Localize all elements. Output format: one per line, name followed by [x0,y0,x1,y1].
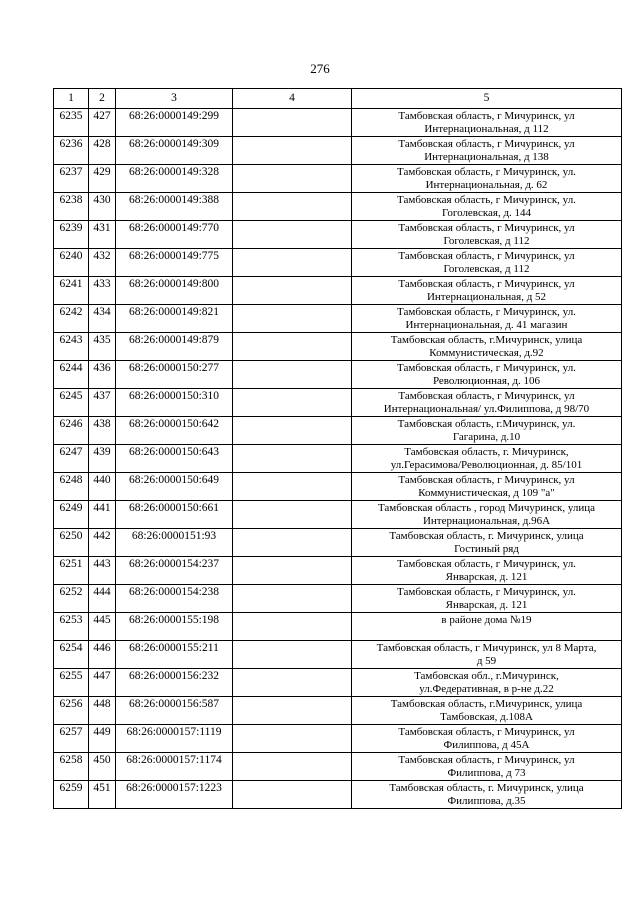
row-number: 6253 [54,613,89,641]
address: Тамбовская область, г.Мичуринск, ул. Гагарина, д.10 [352,417,622,445]
row-number: 6241 [54,277,89,305]
row-index: 436 [89,361,116,389]
row-number: 6247 [54,445,89,473]
row-index: 442 [89,529,116,557]
table-row [54,221,622,249]
row-index: 450 [89,753,116,781]
table-row [54,361,622,389]
cadastral-number: 68:26:0000154:238 [116,585,233,613]
address: Тамбовская область, г Мичуринск, ул Гоголевская, д 112 [352,249,622,277]
table-row [54,669,622,697]
column-4-cell [233,277,352,305]
row-number: 6244 [54,361,89,389]
cadastral-number: 68:26:0000154:237 [116,557,233,585]
registry-table [53,88,622,809]
column-4-cell [233,361,352,389]
row-number: 6250 [54,529,89,557]
column-4-cell [233,753,352,781]
column-4-cell [233,417,352,445]
column-header-4: 4 [233,89,352,109]
address: Тамбовская область, г Мичуринск, ул Филиппова, д 73 [352,753,622,781]
address: Тамбовская область, г Мичуринск, ул Коммунистическая, д 109 "а" [352,473,622,501]
column-header-2: 2 [89,89,116,109]
column-4-cell [233,613,352,641]
row-number: 6240 [54,249,89,277]
row-number: 6254 [54,641,89,669]
address: Тамбовская область, г Мичуринск, ул. Интернациональная, д. 62 [352,165,622,193]
cadastral-number: 68:26:0000150:649 [116,473,233,501]
address: Тамбовская область, г Мичуринск, ул Интернациональная, д 112 [352,109,622,137]
cadastral-number: 68:26:0000149:821 [116,305,233,333]
address: Тамбовская область, г Мичуринск, ул. Январская, д. 121 [352,585,622,613]
address: Тамбовская область, г Мичуринск, ул Интернациональная, д 52 [352,277,622,305]
cadastral-number: 68:26:0000156:587 [116,697,233,725]
address: Тамбовская обл., г.Мичуринск, ул.Федеративная, в р-не д.22 [352,669,622,697]
row-index: 443 [89,557,116,585]
row-index: 431 [89,221,116,249]
row-number: 6257 [54,725,89,753]
row-index: 444 [89,585,116,613]
cadastral-number: 68:26:0000151:93 [116,529,233,557]
table-row [54,137,622,165]
column-4-cell [233,389,352,417]
row-index: 440 [89,473,116,501]
column-4-cell [233,137,352,165]
row-number: 6235 [54,109,89,137]
table-row [54,753,622,781]
row-number: 6245 [54,389,89,417]
cadastral-number: 68:26:0000150:277 [116,361,233,389]
row-number: 6236 [54,137,89,165]
column-header-5: 5 [352,89,622,109]
row-index: 428 [89,137,116,165]
address: Тамбовская область, г. Мичуринск, улица Гостиный ряд [352,529,622,557]
column-4-cell [233,669,352,697]
cadastral-number: 68:26:0000150:642 [116,417,233,445]
row-index: 438 [89,417,116,445]
cadastral-number: 68:26:0000155:198 [116,613,233,641]
column-4-cell [233,109,352,137]
table-row [54,193,622,221]
cadastral-number: 68:26:0000149:879 [116,333,233,361]
address: Тамбовская область, г Мичуринск, ул. Интернациональная, д. 41 магазин [352,305,622,333]
row-index: 429 [89,165,116,193]
table-row [54,417,622,445]
table-row [54,613,622,641]
address: Тамбовская область , город Мичуринск, улица Интернациональная, д.96А [352,501,622,529]
row-number: 6238 [54,193,89,221]
row-number: 6251 [54,557,89,585]
table-row [54,389,622,417]
column-4-cell [233,781,352,809]
cadastral-number: 68:26:0000149:328 [116,165,233,193]
table-row [54,445,622,473]
table-row [54,501,622,529]
cadastral-number: 68:26:0000149:775 [116,249,233,277]
table-row [54,249,622,277]
column-4-cell [233,725,352,753]
cadastral-number: 68:26:0000149:388 [116,193,233,221]
address: Тамбовская область, г Мичуринск, ул 8 Марта, д 59 [352,641,622,669]
address: в районе дома №19 [352,613,622,641]
column-4-cell [233,697,352,725]
address: Тамбовская область, г Мичуринск, ул. Январская, д. 121 [352,557,622,585]
table-row [54,277,622,305]
column-4-cell [233,585,352,613]
header-row [54,89,622,109]
column-4-cell [233,501,352,529]
table-row [54,333,622,361]
table-row [54,585,622,613]
row-number: 6252 [54,585,89,613]
row-number: 6255 [54,669,89,697]
cadastral-number: 68:26:0000150:310 [116,389,233,417]
page-number: 276 [310,61,330,76]
address: Тамбовская область, г. Мичуринск, улица Филиппова, д.35 [352,781,622,809]
cadastral-number: 68:26:0000157:1174 [116,753,233,781]
cadastral-number: 68:26:0000156:232 [116,669,233,697]
address: Тамбовская область, г.Мичуринск, улица Тамбовская, д.108А [352,697,622,725]
table-row [54,725,622,753]
row-index: 430 [89,193,116,221]
row-index: 437 [89,389,116,417]
cadastral-number: 68:26:0000157:1119 [116,725,233,753]
column-4-cell [233,529,352,557]
table-row [54,697,622,725]
table-row [54,473,622,501]
cadastral-number: 68:26:0000149:770 [116,221,233,249]
address: Тамбовская область, г. Мичуринск, ул.Герасимова/Революционная, д. 85/101 [352,445,622,473]
row-index: 445 [89,613,116,641]
table-row [54,109,622,137]
row-index: 435 [89,333,116,361]
cadastral-number: 68:26:0000149:800 [116,277,233,305]
row-number: 6237 [54,165,89,193]
table-row [54,305,622,333]
cadastral-number: 68:26:0000150:661 [116,501,233,529]
table-row [54,529,622,557]
row-number: 6258 [54,753,89,781]
table-row [54,641,622,669]
address: Тамбовская область, г Мичуринск, ул Гоголевская, д 112 [352,221,622,249]
row-index: 446 [89,641,116,669]
row-index: 449 [89,725,116,753]
table-row [54,557,622,585]
row-number: 6249 [54,501,89,529]
column-4-cell [233,249,352,277]
row-number: 6242 [54,305,89,333]
column-4-cell [233,333,352,361]
column-4-cell [233,473,352,501]
row-index: 434 [89,305,116,333]
row-index: 441 [89,501,116,529]
row-number: 6239 [54,221,89,249]
column-4-cell [233,557,352,585]
column-4-cell [233,165,352,193]
column-4-cell [233,305,352,333]
address: Тамбовская область, г Мичуринск, ул Интернациональная/ ул.Филиппова, д 98/70 [352,389,622,417]
row-index: 439 [89,445,116,473]
address: Тамбовская область, г.Мичуринск, улица Коммунистическая, д.92 [352,333,622,361]
cadastral-number: 68:26:0000150:643 [116,445,233,473]
address: Тамбовская область, г Мичуринск, ул. Гоголевская, д. 144 [352,193,622,221]
table-row [54,165,622,193]
column-4-cell [233,641,352,669]
row-number: 6248 [54,473,89,501]
row-number: 6246 [54,417,89,445]
row-index: 432 [89,249,116,277]
table-row [54,781,622,809]
row-number: 6256 [54,697,89,725]
column-header-1: 1 [54,89,89,109]
cadastral-number: 68:26:0000155:211 [116,641,233,669]
cadastral-number: 68:26:0000149:299 [116,109,233,137]
row-index: 427 [89,109,116,137]
row-number: 6259 [54,781,89,809]
address: Тамбовская область, г Мичуринск, ул Интернациональная, д 138 [352,137,622,165]
column-4-cell [233,193,352,221]
column-4-cell [233,445,352,473]
row-number: 6243 [54,333,89,361]
cadastral-number: 68:26:0000157:1223 [116,781,233,809]
row-index: 447 [89,669,116,697]
column-header-3: 3 [116,89,233,109]
address: Тамбовская область, г Мичуринск, ул Филиппова, д 45А [352,725,622,753]
row-index: 448 [89,697,116,725]
column-4-cell [233,221,352,249]
cadastral-number: 68:26:0000149:309 [116,137,233,165]
row-index: 433 [89,277,116,305]
row-index: 451 [89,781,116,809]
address: Тамбовская область, г Мичуринск, ул. Революционная, д. 106 [352,361,622,389]
